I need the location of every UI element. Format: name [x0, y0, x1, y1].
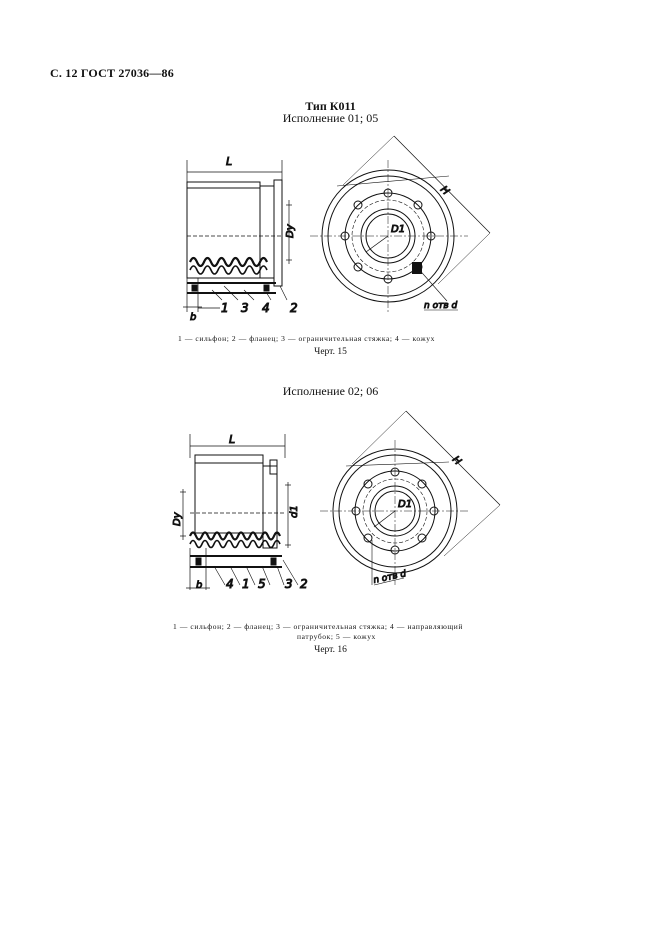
fig15-label-L: L	[226, 155, 233, 168]
figure-15-side-view	[183, 160, 292, 312]
figure-16-front-view	[320, 411, 500, 585]
figure-16-legend-line-1: 1 — сильфон; 2 — фланец; 3 — ограничительная стяжка; 4 — направляющий	[173, 622, 464, 631]
page-header: С. 12 ГОСТ 27036—86	[50, 66, 174, 80]
fig16-callout-2: 2	[300, 577, 308, 591]
fig15-callout-4: 4	[262, 301, 270, 315]
variant-title-02-06: Исполнение 02; 06	[282, 384, 379, 398]
fig15-label-D1: D1	[391, 224, 406, 235]
fig15-label-holes: n отв d	[424, 301, 458, 311]
figure-15-caption: Черт. 15	[314, 347, 347, 357]
type-title: Тип К011	[305, 99, 356, 113]
fig16-callout-1: 1	[242, 577, 250, 591]
fig15-callout-1: 1	[221, 301, 229, 315]
fig16-label-d1: d1	[289, 505, 300, 518]
fig15-label-b: b	[190, 312, 197, 323]
figure-16-legend-line-2: патрубок; 5 — кожух	[297, 632, 376, 641]
figure-16-side-view	[180, 434, 298, 590]
fig15-callout-3: 3	[241, 301, 249, 315]
fig16-label-D1: D1	[398, 499, 413, 510]
fig16-callout-3: 3	[285, 577, 293, 591]
fig16-label-holes: n отв d	[372, 569, 408, 586]
variant-title-01-05: Исполнение 01; 05	[282, 111, 379, 125]
fig16-label-b: b	[196, 580, 203, 591]
figure-15-legend: 1 — сильфон; 2 — фланец; 3 — ограничительная стяжка; 4 — кожух	[178, 334, 435, 343]
fig15-label-Dy: Dу	[285, 224, 296, 238]
fig16-callout-4: 4	[226, 577, 234, 591]
fig16-label-L: L	[229, 433, 236, 446]
fig15-callout-2: 2	[290, 301, 298, 315]
figure-16-caption: Черт. 16	[314, 645, 347, 655]
fig16-callout-5: 5	[258, 577, 266, 591]
fig16-label-H: H	[449, 454, 463, 468]
fig15-label-H: H	[437, 184, 451, 198]
fig16-label-Dy: Dy	[172, 512, 183, 526]
